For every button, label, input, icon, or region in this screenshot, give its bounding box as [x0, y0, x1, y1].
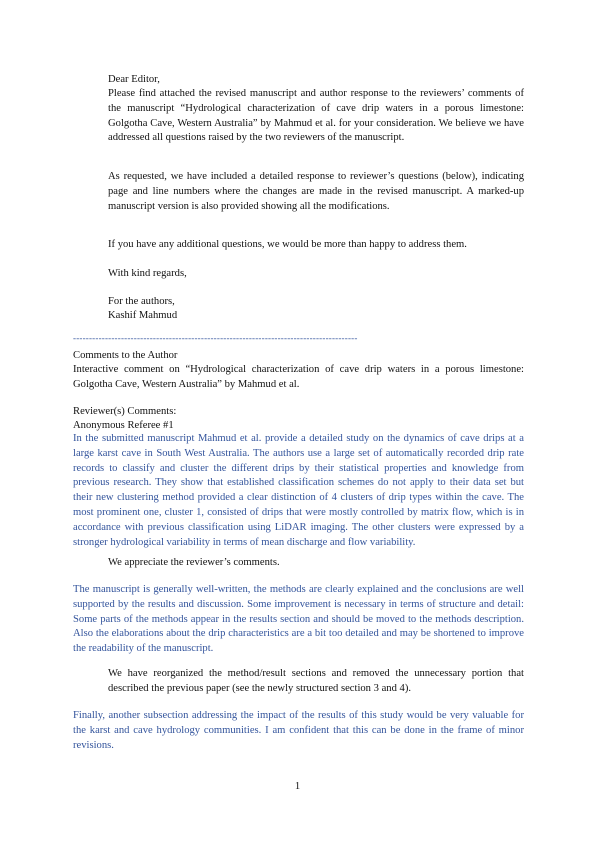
letter-paragraph-1: Please find attached the revised manuscript and author response to the reviewers’ comments of the manuscript “Hydrological characterization of cave drip waters in a porous limestone: Golgotha Cave, Western Australia” by Mahmud et al. for your consideration. We believe we have addressed all questions raised by the two reviewers of the manuscript. — [108, 88, 524, 144]
reviewer-comment-1: In the submitted manuscript Mahmud et al. provide a detailed study on the dynamics of cave drips at a large karst cave in South West Australia. The authors use a large set of automatically recorded drip rate records to classify and cluster the different drips by their statistical properties and knowledge from previous research. They show that established classification schemes do not apply to their data set but their new clustering method provided a clear distinction of 4 clusters of drip types within the cave. The most prominent one, cluster 1, consisted of drips that were mostly controlled by matrix flow, which is in accordance with previous classification using LiDAR imaging. The other clusters were expressed by a stronger hydrological variability in terms of mean discharge and flow variability. — [73, 433, 524, 548]
letter-paragraph-3: If you have any additional questions, we would be more than happy to address them. — [108, 239, 467, 250]
separator-line: ----------------------------------------------------------------------------------------- — [73, 334, 358, 342]
comments-intro: Interactive comment on “Hydrological characterization of cave drip waters in a porous limestone: Golgotha Cave, Western Australia” by Mahmud et al. — [73, 364, 524, 390]
reviewer-comment-2: The manuscript is generally well-written, the methods are clearly explained and the conclusions are well supported by the results and discussion. Some improvement is necessary in terms of structure and detail: Some parts of the methods appear in the results section and should be moved to the methods description. Also the elaborations about the drip characteristics are a bit too detailed and may be shortened to improve the readability of the manuscript. — [73, 584, 524, 655]
page-number: 1 — [294, 781, 301, 792]
author-response-2: We have reorganized the method/result sections and removed the unnecessary portion that described the previous paper (see the newly structured section 3 and 4). — [108, 668, 524, 694]
reviewer-comment-3: Finally, another subsection addressing the impact of the results of this study would be very valuable for the karst and cave hydrology communities. I am confident that this can be done in the frame of minor revisions. — [73, 710, 524, 751]
reviewer-heading: Reviewer(s) Comments: — [73, 406, 177, 417]
referee-label: Anonymous Referee #1 — [73, 420, 174, 431]
signature-line: For the authors, — [108, 296, 175, 307]
salutation: Dear Editor, — [108, 74, 160, 85]
closing: With kind regards, — [108, 268, 187, 279]
author-response-1: We appreciate the reviewer’s comments. — [108, 557, 280, 568]
letter-paragraph-2: As requested, we have included a detailed response to reviewer’s questions (below), indicating page and line numbers where the changes are made in the revised manuscript. A marked-up manuscript version is also provided showing all the modifications. — [108, 171, 524, 212]
signature-name: Kashif Mahmud — [108, 310, 178, 321]
comments-heading: Comments to the Author — [73, 350, 178, 361]
